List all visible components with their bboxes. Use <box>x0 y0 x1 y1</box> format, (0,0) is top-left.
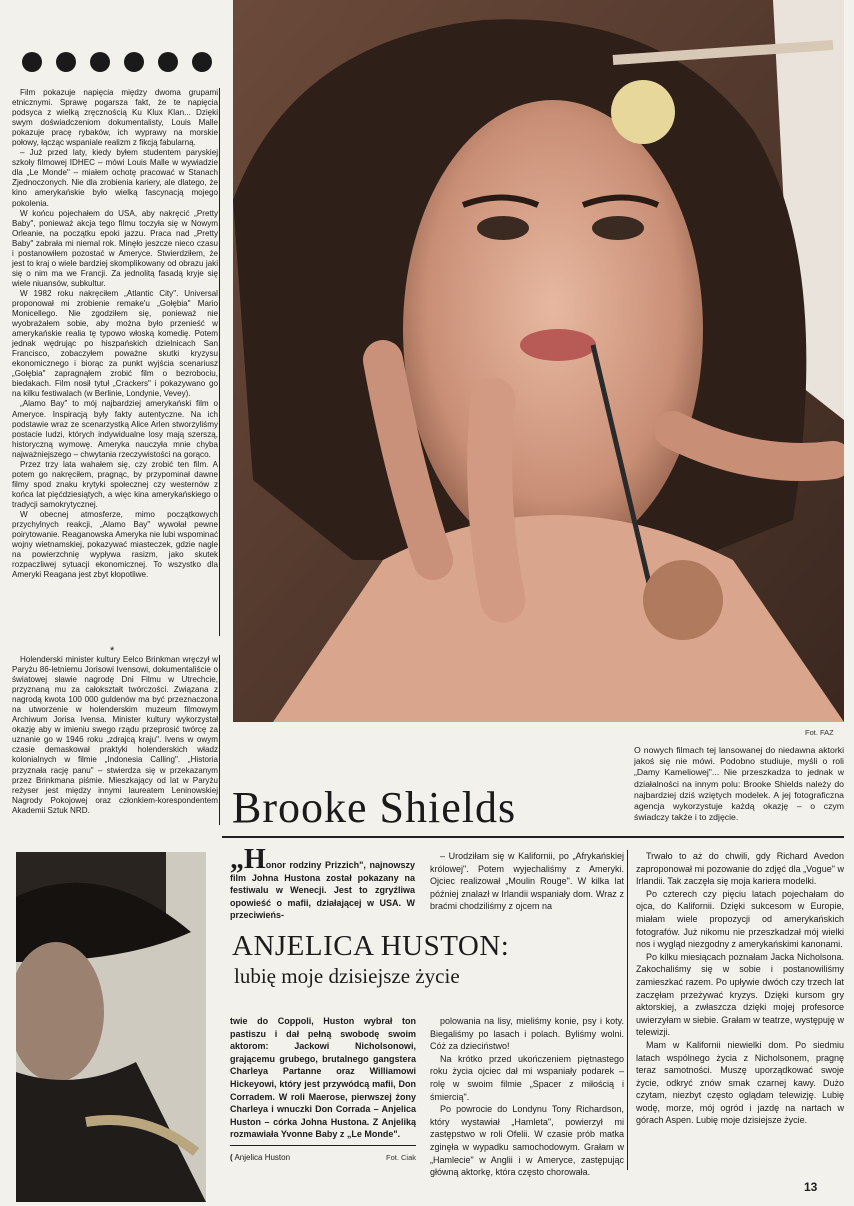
dot <box>56 52 76 72</box>
paragraph: Po powrocie do Londynu Tony Richardson, który wystawiał „Hamleta", powierzył mi zastępstwo w roli Ofelii. W czasie prób matka zginęła w wypadku samochodowym. Grałam w „Hamlecie" w Anglii i w Ameryce, zastępując główną aktorkę, która często chorowała. <box>430 1104 624 1178</box>
column-rule <box>627 850 628 1170</box>
paragraph: Mam w Kalifornii niewielki dom. Po siedmiu latach wspólnego życia z Nicholsonem, pragnę teraz samotności. Muszę uporządkować swoje życie, odkryć znów smak czarnej kawy. Dużo czytam, niezbyt często oglądam telewizję. Lubię wodę, morze, mój ogród i jazdę na nartach w górach Aspen. Lubię moje dzisiejsze życie. <box>636 1039 844 1126</box>
dot <box>124 52 144 72</box>
paragraph: – Urodziłam się w Kalifornii, po „Afrykańskiej królowej". Potem wyjechaliśmy z Ameryki. Ojciec realizował „Moulin Rouge". W kilka lat później znalazł w Irlandii wspaniały dom. Wraz z braćmi chodziliśmy z ojcem na <box>430 851 624 912</box>
dot <box>192 52 212 72</box>
huston-column-3 <box>636 850 844 1127</box>
lead-text: onor rodziny Prizzich", najnowszy film Johna Hustona został pokazany na festiwalu w Wenecji. Jest to zgryźliwa opowieść o mafii, działającej w USA. W przeciwieńs- <box>230 860 415 921</box>
huston-headline <box>232 930 632 989</box>
shields-title: Brooke Shields <box>232 783 517 832</box>
brooke-shields-photo <box>233 0 844 722</box>
paragraph: Po czterech czy pięciu latach pojechałam do ojca, do Kalifornii. Dzięki sukcesom w Europie, miałam wiele propozycji od amerykańskich fotografów. Już nikomu nie przeszkadzał mój wielki nos i wygląd niezgodny z amerykańskimi kanonami. <box>636 888 844 950</box>
paragraph: Trwało to aż do chwili, gdy Richard Avedon zaproponował mi pozowanie do zdjęć dla „Vogue" w Irlandii. Tak zaczęła się moja kariera modelki. <box>636 851 844 887</box>
caption-rule <box>230 1145 416 1146</box>
photo-credit: Fot. FAZ <box>805 728 834 737</box>
decorative-dots <box>22 52 212 72</box>
huston-column-5 <box>430 1015 624 1179</box>
huston-intro-column <box>230 1015 416 1141</box>
dot <box>90 52 110 72</box>
section-rule <box>222 836 844 838</box>
huston-photo-caption <box>230 1153 416 1162</box>
paragraph: Na krótko przed ukończeniem piętnastego roku życia ojciec dał mi wspaniały podarek – rolę w swoim filmie „Spacer z miłością i śmiercią". <box>430 1053 624 1102</box>
paragraph: Przez trzy lata wahałem się, czy zrobić ten film. A potem go nakręciłem, pragnąc, by przypominał dawne filmy spod znaku krytyki społecznej czy westernów z końca lat pięćdziesiątych, a więc kina amerykańskiego o tradycji samokrytycznej. <box>12 459 218 509</box>
headline-subtitle: lubię moje dzisiejsze życie <box>234 964 460 988</box>
column-rule <box>219 655 220 825</box>
caption-pointer: ( <box>230 1153 233 1162</box>
headline-title: ANJELICA HUSTON: <box>232 930 510 962</box>
caption-text: Anjelica Huston <box>234 1153 291 1162</box>
left-column-article <box>12 88 218 580</box>
paragraph: W 1982 roku nakręciłem „Atlantic City". Universal proponował mi zrobienie remake'u „Gołębia" Mario Monicellego. Nie zgodziłem się, ponieważ nie wyobrażałem sobie, aby można było przenieść w amerykańskie realia tę typowo włoską komedię. Potem jednak wędrując po hiszpańskich dzielnicach San Francisco, zobaczyłem poważne skutki kryzysu ekonomicznego i biorąc za punkt wyjścia scenariusz „Gołębia" zapragnąłem zrobić film o bezrobociu, biedakach. Film nosił tytuł „Crackers" i pokazywano go na kilku festiwalach (w Berlinie, Londynie, Vevey). <box>12 288 218 399</box>
paragraph: – Już przed laty, kiedy byłem studentem paryskiej szkoły filmowej IDHEC – mówi Louis Malle w wywiadzie dla „Le Monde" – miałem ochotę pracować w Stanach Zjednoczonych. Nie dla zrobienia kariery, ale dlatego, że kino amerykańskie było wielką fascynacją mojego pokolenia. <box>12 148 218 208</box>
paragraph: W końcu pojechałem do USA, aby nakręcić „Pretty Baby", ponieważ akcja tego filmu toczyła się w Nowym Orleanie, na początku epoki jazzu. Praca nad „Pretty Baby" zabrała mi niemal rok. Minęło jeszcze nieco czasu i postanowiłem pozostać w Ameryce. Stwierdziłem, że jest to kraj o wiele bardziej skomplikowany od obrazu jaki się o nim ma we Francji. Za jednolitą fasadą kryje się wiele niuansów, subkultur. <box>12 208 218 288</box>
paragraph: Po kilku miesiącach poznałam Jacka Nicholsona. Zakochaliśmy się w sobie i postanowiliśmy zamieszkać razem. Po upływie dwóch czy trzech lat zaczęłam przeżywać kryzys. Dzięki kursom gry aktorskiej, a zwłaszcza dzięki mojej profesorce uwierzyłam w siebie. Grałam w teatrze, występuję w telewizji. <box>636 951 844 1038</box>
drop-quote: „H <box>230 844 266 875</box>
shields-caption: O nowych filmach tej lansowanej do niedawna aktorki jakoś się nie mówi. Podobno studiuje, myśli o roli „Damy Kameliowej"... Nie przeszkadza to jednak w działalności na innym polu: Brooke Shields należy do najbardziej dziś wziętych modelek. A jej fotograficzna agencja wykorzystuje każdą okazję – o czym świadczy także i to zdjęcie. <box>634 745 844 823</box>
paragraph: „Alamo Bay" to mój najbardziej amerykański film o Ameryce. Inspiracją były fakty autentyczne. Na ich podstawie wraz ze scenarzystką Alice Arlen stworzyliśmy postacie ludzi, których indywidualne losy mają szerszą, historyczną wymowę. Ameryka nauczyła mnie chyba najważniejszego – chwytania rzeczywistości na gorąco. <box>12 399 218 459</box>
paragraph: W obecnej atmosferze, mimo początkowych przychylnych reakcji, „Alamo Bay" wywołał pewne poirytowanie. Reaganowska Ameryka nie lubi wspominać wojny wietnamskiej, pokazywać miasteczek, gdzie nagle na powierzchnię wypływa rasizm, jako skutek rozpaczliwej sytuacji ekonomicznej. To wszystko dla Ameryki Reagana jest zbyt kłopotliwe. <box>12 509 218 580</box>
paragraph: Holenderski minister kultury Eelco Brinkman wręczył w Paryżu 86-letniemu Jorisowi Ivensowi, dokumentaliście o światowej sławie nagrodę Dni Filmu w Utrechcie, przyznaną mu za całokształt twórczości. Związana z nagrodą kwota 100 000 guldenów ma być przeznaczona na utworzenie w holenderskim muzeum filmowym Archiwum Jorisa Ivensa. Minister kultury wykorzystał okazję aby w imieniu swego rządu przeprosić twórcę za uznanie go w 1946 roku „zdrajcą kraju". Ivens w owym czasie demaskował praktyki holenderskich władz kolonialnych w filmie „Indonesia Calling". „Historia przyznała rację panu" – stwierdza się w przekazanym przez Brinkmana piśmie. Mieszkający od lat w Paryżu reżyser jest między innymi laureatem Leninowskiej Nagrody Pokojowej oraz członkiem-korespondentem Akademii Sztuk NRD. <box>12 655 218 815</box>
section-separator: * <box>110 645 115 657</box>
huston-column-2 <box>430 850 624 913</box>
dot <box>158 52 178 72</box>
paragraph: twie do Coppoli, Huston wybrał ton pastiszu i dał pełną swobodę swoim aktorom: Jackowi Nicholsonowi, grającemu grubego, brutalnego gangstera Charleya Partanne oraz Williamowi Hickeyowi, który jest przywódcą mafii, Don Corradem. W roli Maerose, pierwszej żony Charleya i wnuczki Don Corrada – Anjelica Huston – córka Johna Hustona. Z Anjeliką rozmawiała Yvonne Baby z „Le Monde". <box>230 1016 416 1140</box>
page-number: 13 <box>804 1180 818 1194</box>
column-rule <box>219 88 220 636</box>
paragraph: Film pokazuje napięcia między dwoma grupami etnicznymi. Sprawę pogarsza fakt, że te napięcia podsyca z wielką zręcznością Ku Klux Klan... Dzięki swym doświadczeniom dokumentalisty, Louis Malle pokazuje pracę rybaków, ich wyprawy na morskie połowy, łącząc wspaniale realizm z fikcją fabularną. <box>12 88 218 148</box>
paragraph: polowania na lisy, mieliśmy konie, psy i koty. Biegaliśmy po lasach i polach. Byliśmy wolni. Cóż za dzieciństwo! <box>430 1016 624 1052</box>
huston-lead <box>230 844 415 922</box>
ivens-news-item <box>12 655 218 816</box>
dot <box>22 52 42 72</box>
caption-credit: Fot. Ciak <box>385 1153 416 1162</box>
anjelica-huston-photo <box>16 852 206 1202</box>
